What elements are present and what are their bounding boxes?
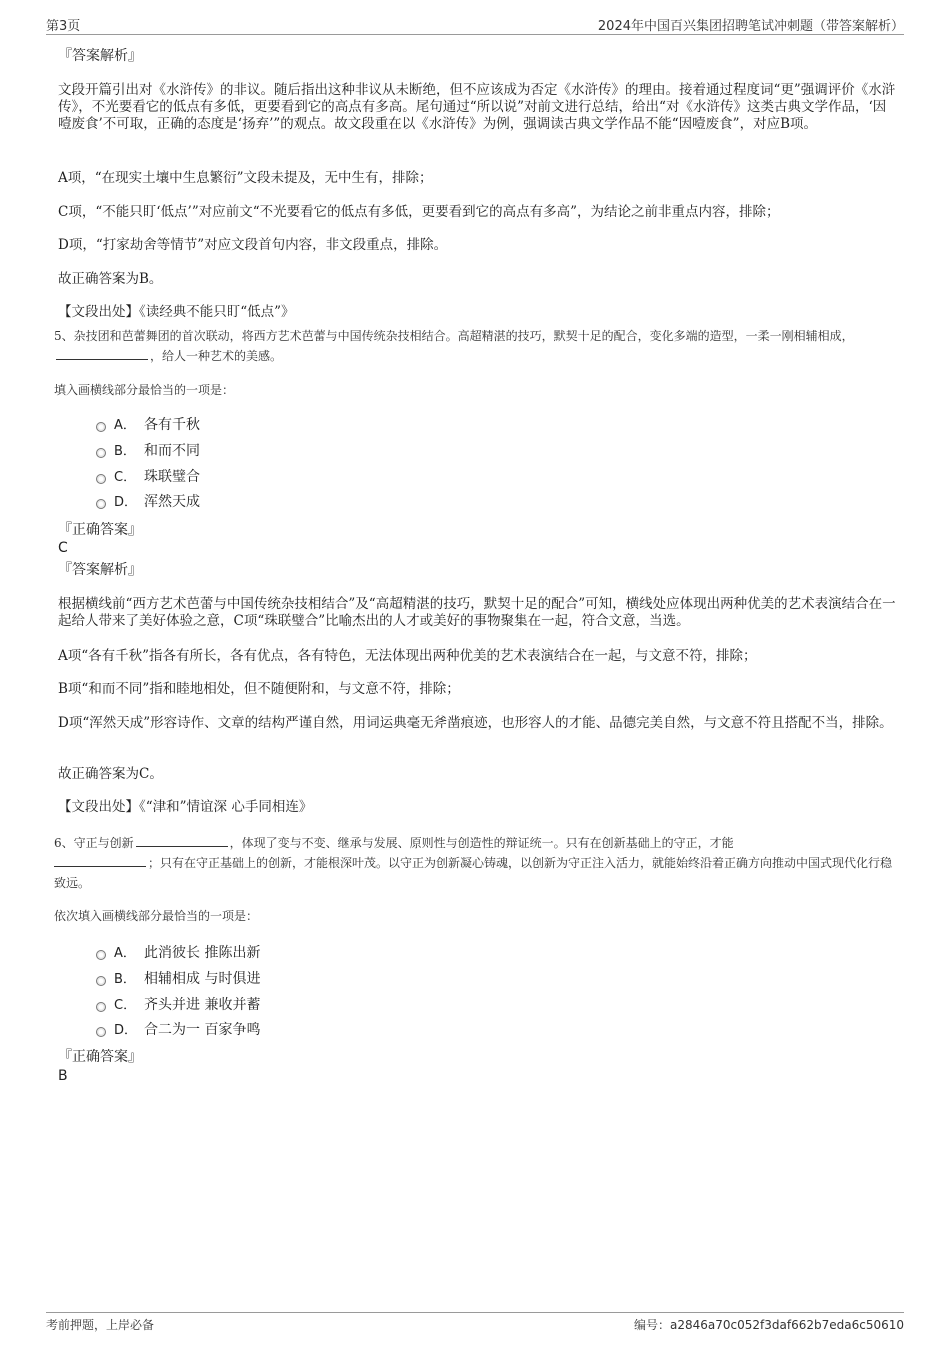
question-6-option-a[interactable]: A． 此消彼长 推陈出新 [96,944,260,962]
question-5-option-d[interactable]: D． 浑然天成 [96,493,200,511]
page-header [46,14,904,35]
analysis-option-c: C项，“不能只盯‘低点’”对应前文“不光要看它的低点有多低，更要看到它的高点有多高”，为结论之前非重点内容，排除； [58,204,780,220]
analysis-option-d: D项“浑然天成”形容诗作、文章的结构严谨自然，用词运典毫无斧凿痕迹，也形容人的才能、品德完美自然，与文意不符且搭配不当，排除。 [58,715,893,731]
analysis-conclusion: 故正确答案为C。 [58,766,163,782]
question-6-stem: 6、守正与创新 ，体现了变与不变、继承与发展、原则性与创造性的辩证统一。只有在创新基础上的守正，才能 ；只有在守正基础上的创新，才能根深叶茂。以守正为创新凝心铸魂，以创新为守正注入活力，就能始终沿着正确方向推动中国式现代化行稳致远。 [54,836,893,890]
answer-label: 『正确答案』 [58,1049,142,1065]
analysis-option-d: D项，“打家劫舍等情节”对应文段首句内容，非文段重点，排除。 [58,237,448,253]
correct-answer: B [58,1068,68,1084]
analysis-label: 『答案解析』 [58,562,142,578]
page-footer [46,1312,904,1335]
question-5-option-c[interactable]: C． 珠联璧合 [96,468,200,486]
footer-slogan: 考前押题，上岸必备 [46,1318,155,1332]
radio-button[interactable] [96,976,106,986]
page-number: 第3页 [46,19,81,34]
document-id: 编号：a2846a70c052f3daf662b7eda6c50610 [634,1318,904,1332]
fill-blank [54,854,146,867]
radio-button[interactable] [96,474,106,484]
analysis-option-b: B项“和而不同”指和睦地相处，但不随便附和，与文意不符，排除； [58,681,460,697]
question-5-prompt: 填入画横线部分最恰当的一项是： [54,383,235,397]
question-5-option-b[interactable]: B． 和而不同 [96,442,200,460]
analysis-paragraph: 根据横线前“西方艺术芭蕾与中国传统杂技相结合”及“高超精湛的技巧，默契十足的配合”可知，横线处应体现出两种优美的艺术表演结合在一起给人带来了美好体验之意，C项“珠联璧合”比喻杰出的人才或美好的事物聚集在一起，符合文意，当选。 [58,596,896,629]
radio-button[interactable] [96,499,106,509]
source-citation: 【文段出处】《“津和”情谊深 心手同相连》 [58,799,313,815]
question-6-option-c[interactable]: C． 齐头并进 兼收并蓄 [96,996,260,1014]
analysis-option-a: A项，“在现实土壤中生息繁衍”文段未提及，无中生有，排除； [58,170,433,186]
document-title: 2024年中国百兴集团招聘笔试冲刺题（带答案解析） [597,19,904,34]
question-6-option-d[interactable]: D． 合二为一 百家争鸣 [96,1021,260,1039]
fill-blank [56,347,148,360]
radio-button[interactable] [96,448,106,458]
question-6-prompt: 依次填入画横线部分最恰当的一项是： [54,909,259,923]
analysis-paragraph: 文段开篇引出对《水浒传》的非议。随后指出这种非议从未断绝，但不应该成为否定《水浒传》的理由。接着通过程度词“更”强调评价《水浒传》，不光要看它的低点有多低，更要看到它的高点有多高。尾句通过“所以说”对前文进行总结，给出“对《水浒传》这类古典文学作品，‘因噎废食’不可取，正确的态度是‘扬弃’”的观点。故文段重在以《水浒传》为例，强调读古典文学作品不能“因噎废食”，对应B项。 [58,82,896,132]
question-5-stem: 5、杂技团和芭蕾舞团的首次联动，将西方艺术芭蕾与中国传统杂技相结合。高超精湛的技巧，默契十足的配合，变化多端的造型，一柔一刚相辅相成，，给人一种艺术的美感。 [54,329,854,363]
analysis-conclusion: 故正确答案为B。 [58,271,163,287]
radio-button[interactable] [96,1002,106,1012]
fill-blank [136,834,228,847]
question-6-option-b[interactable]: B． 相辅相成 与时俱进 [96,970,260,988]
radio-button[interactable] [96,422,106,432]
radio-button[interactable] [96,950,106,960]
correct-answer: C [58,540,68,556]
source-citation: 【文段出处】《读经典不能只盯“低点”》 [58,304,295,320]
analysis-label: 『答案解析』 [58,48,142,64]
analysis-option-a: A项“各有千秋”指各有所长，各有优点，各有特色，无法体现出两种优美的艺术表演结合在一起，与文意不符，排除； [58,648,757,664]
question-5-option-a[interactable]: A． 各有千秋 [96,416,200,434]
answer-label: 『正确答案』 [58,522,142,538]
radio-button[interactable] [96,1027,106,1037]
